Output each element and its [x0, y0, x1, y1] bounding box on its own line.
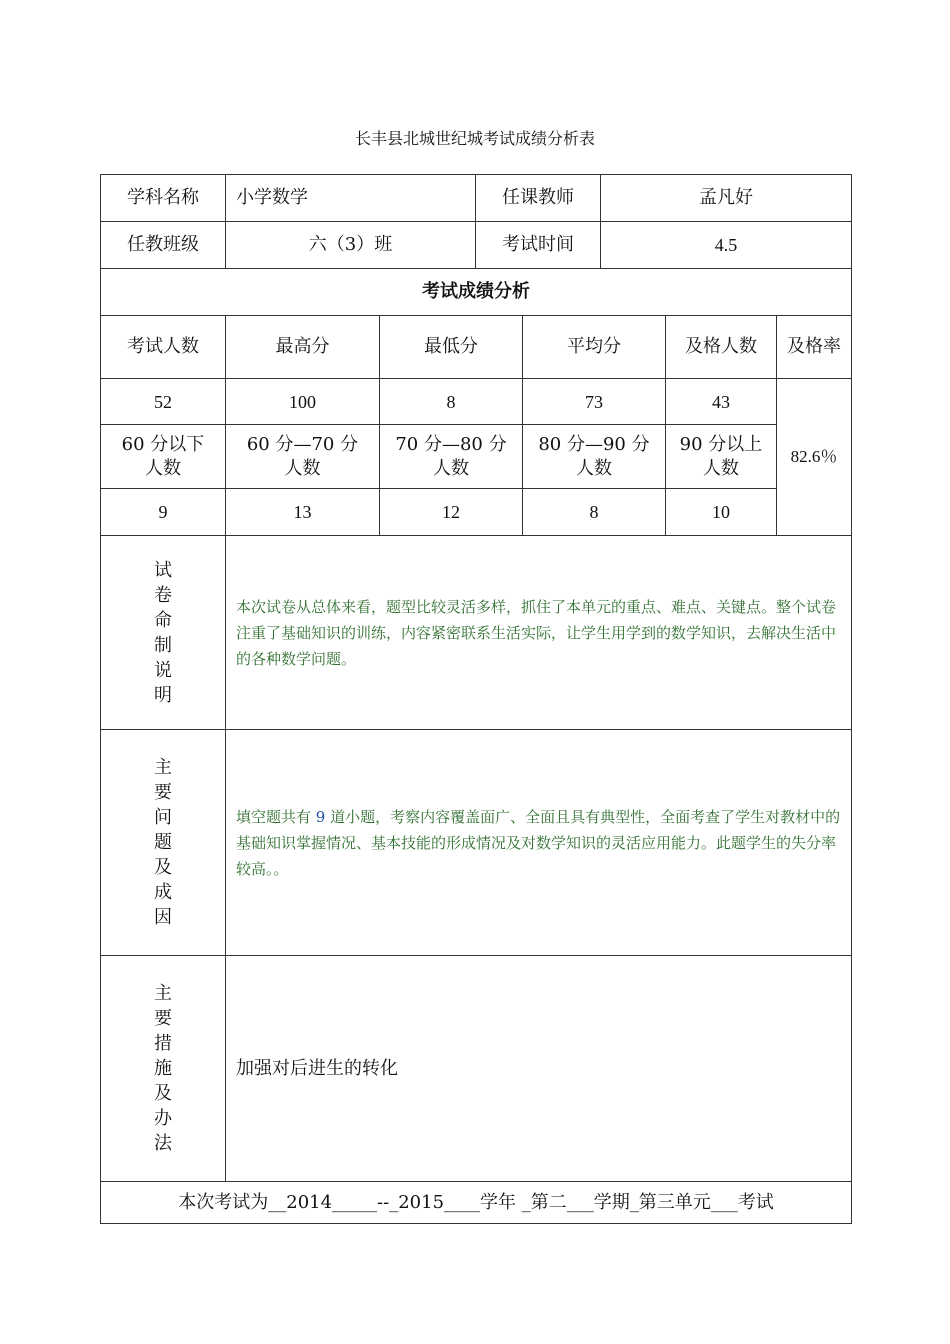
- problems-text-rest: 道小题，考察内容覆盖面广、全面且具有典型性，全面考查了学生对教材中的基础知识掌握情况、基本技能的形成情况及对数学知识的灵活应用能力。此题学生的失分率较高。。: [236, 807, 841, 878]
- label-char: 卷: [154, 584, 172, 606]
- date-label: 考试时间: [476, 222, 601, 269]
- class-label: 任教班级: [101, 222, 226, 269]
- label-char: 及: [154, 857, 172, 878]
- stat-header: 考试人数: [101, 316, 226, 379]
- design-section-label: [101, 536, 226, 730]
- range-label: 90 分以上: [679, 433, 763, 455]
- range-sublabel: 人数: [284, 457, 321, 479]
- score-range-header: [380, 425, 523, 489]
- date-value: 4.5: [601, 222, 852, 269]
- stat-header: 及格率: [777, 316, 852, 379]
- info-row-1: [101, 175, 852, 222]
- label-char: 办: [154, 1108, 172, 1129]
- label-char: 主: [154, 983, 172, 1004]
- range-count: 9: [101, 489, 226, 536]
- label-char: 要: [154, 1008, 172, 1029]
- score-range-count-row: [101, 489, 852, 536]
- range-sublabel: 人数: [433, 457, 469, 479]
- score-range-header: [226, 425, 380, 489]
- range-label: 60 分以下: [121, 433, 205, 455]
- teacher-label: 任课教师: [476, 175, 601, 222]
- range-count: 10: [666, 489, 777, 536]
- range-sublabel: 人数: [145, 457, 181, 479]
- label-char: 要: [154, 782, 172, 803]
- stat-value: 73: [523, 379, 666, 425]
- label-char: 制: [154, 634, 172, 656]
- stat-header: 平均分: [523, 316, 666, 379]
- label-char: 命: [154, 609, 172, 631]
- class-value: 六（3）班: [226, 222, 476, 269]
- measures-section-row: [101, 956, 852, 1182]
- stat-value: 8: [380, 379, 523, 425]
- label-char: 说: [154, 659, 172, 681]
- stats-header-row: [101, 316, 852, 379]
- stat-value: 100: [226, 379, 380, 425]
- range-count: 12: [380, 489, 523, 536]
- stats-values-row: [101, 379, 852, 425]
- range-count: 13: [226, 489, 380, 536]
- label-char: 题: [154, 832, 172, 853]
- score-range-header: [101, 425, 226, 489]
- label-char: 及: [154, 1083, 172, 1104]
- design-section-row: [101, 536, 852, 730]
- label-char: 试: [154, 559, 172, 581]
- score-range-header: [666, 425, 777, 489]
- score-range-header: [523, 425, 666, 489]
- stat-header: 最低分: [380, 316, 523, 379]
- pass-rate-value: 82.6％: [777, 379, 852, 536]
- analysis-header-row: [101, 269, 852, 316]
- range-label: 70 分—80 分: [395, 433, 507, 455]
- teacher-value: 孟凡好: [601, 175, 852, 222]
- footer-row: [101, 1182, 852, 1224]
- problems-section-text: [226, 730, 852, 956]
- range-sublabel: 人数: [576, 457, 612, 479]
- stat-value: 52: [101, 379, 226, 425]
- label-char: 明: [154, 684, 172, 706]
- label-char: 施: [154, 1058, 172, 1079]
- score-range-header-row: [101, 425, 852, 489]
- score-analysis-table: [100, 174, 852, 1224]
- problems-section-row: [101, 730, 852, 956]
- label-char: 问: [154, 807, 172, 828]
- measures-section-text: 加强对后进生的转化: [226, 956, 852, 1182]
- range-label: 60 分—70 分: [246, 433, 359, 455]
- stat-header: 及格人数: [666, 316, 777, 379]
- label-char: 措: [154, 1033, 172, 1054]
- page-title: 长丰县北城世纪城考试成绩分析表: [354, 129, 595, 148]
- analysis-header: 考试成绩分析: [101, 269, 852, 316]
- range-sublabel: 人数: [703, 457, 739, 479]
- label-char: 成: [154, 882, 172, 903]
- stat-header: 最高分: [226, 316, 380, 379]
- subject-label: 学科名称: [101, 175, 226, 222]
- measures-section-label: [101, 956, 226, 1182]
- problems-section-label: [101, 730, 226, 956]
- stat-value: 43: [666, 379, 777, 425]
- subject-value: 小学数学: [226, 175, 476, 222]
- question-count: 9: [315, 807, 326, 826]
- label-char: 主: [154, 757, 172, 778]
- info-row-2: [101, 222, 852, 269]
- design-section-text: 本次试卷从总体来看，题型比较灵活多样，抓住了本单元的重点、难点、关键点。整个试卷注重了基础知识的训练，内容紧密联系生活实际，让学生用学到的数学知识，去解决生活中的各种数学问题。: [226, 536, 852, 730]
- problems-text-start: 填空题共有: [236, 807, 316, 826]
- label-char: 法: [154, 1133, 172, 1154]
- label-char: 因: [154, 907, 172, 928]
- range-count: 8: [523, 489, 666, 536]
- range-label: 80 分—90 分: [538, 433, 650, 455]
- exam-period-line: 本次考试为__2014_____--_2015____学年 _第二___学期_第三单元___考试: [101, 1182, 852, 1224]
